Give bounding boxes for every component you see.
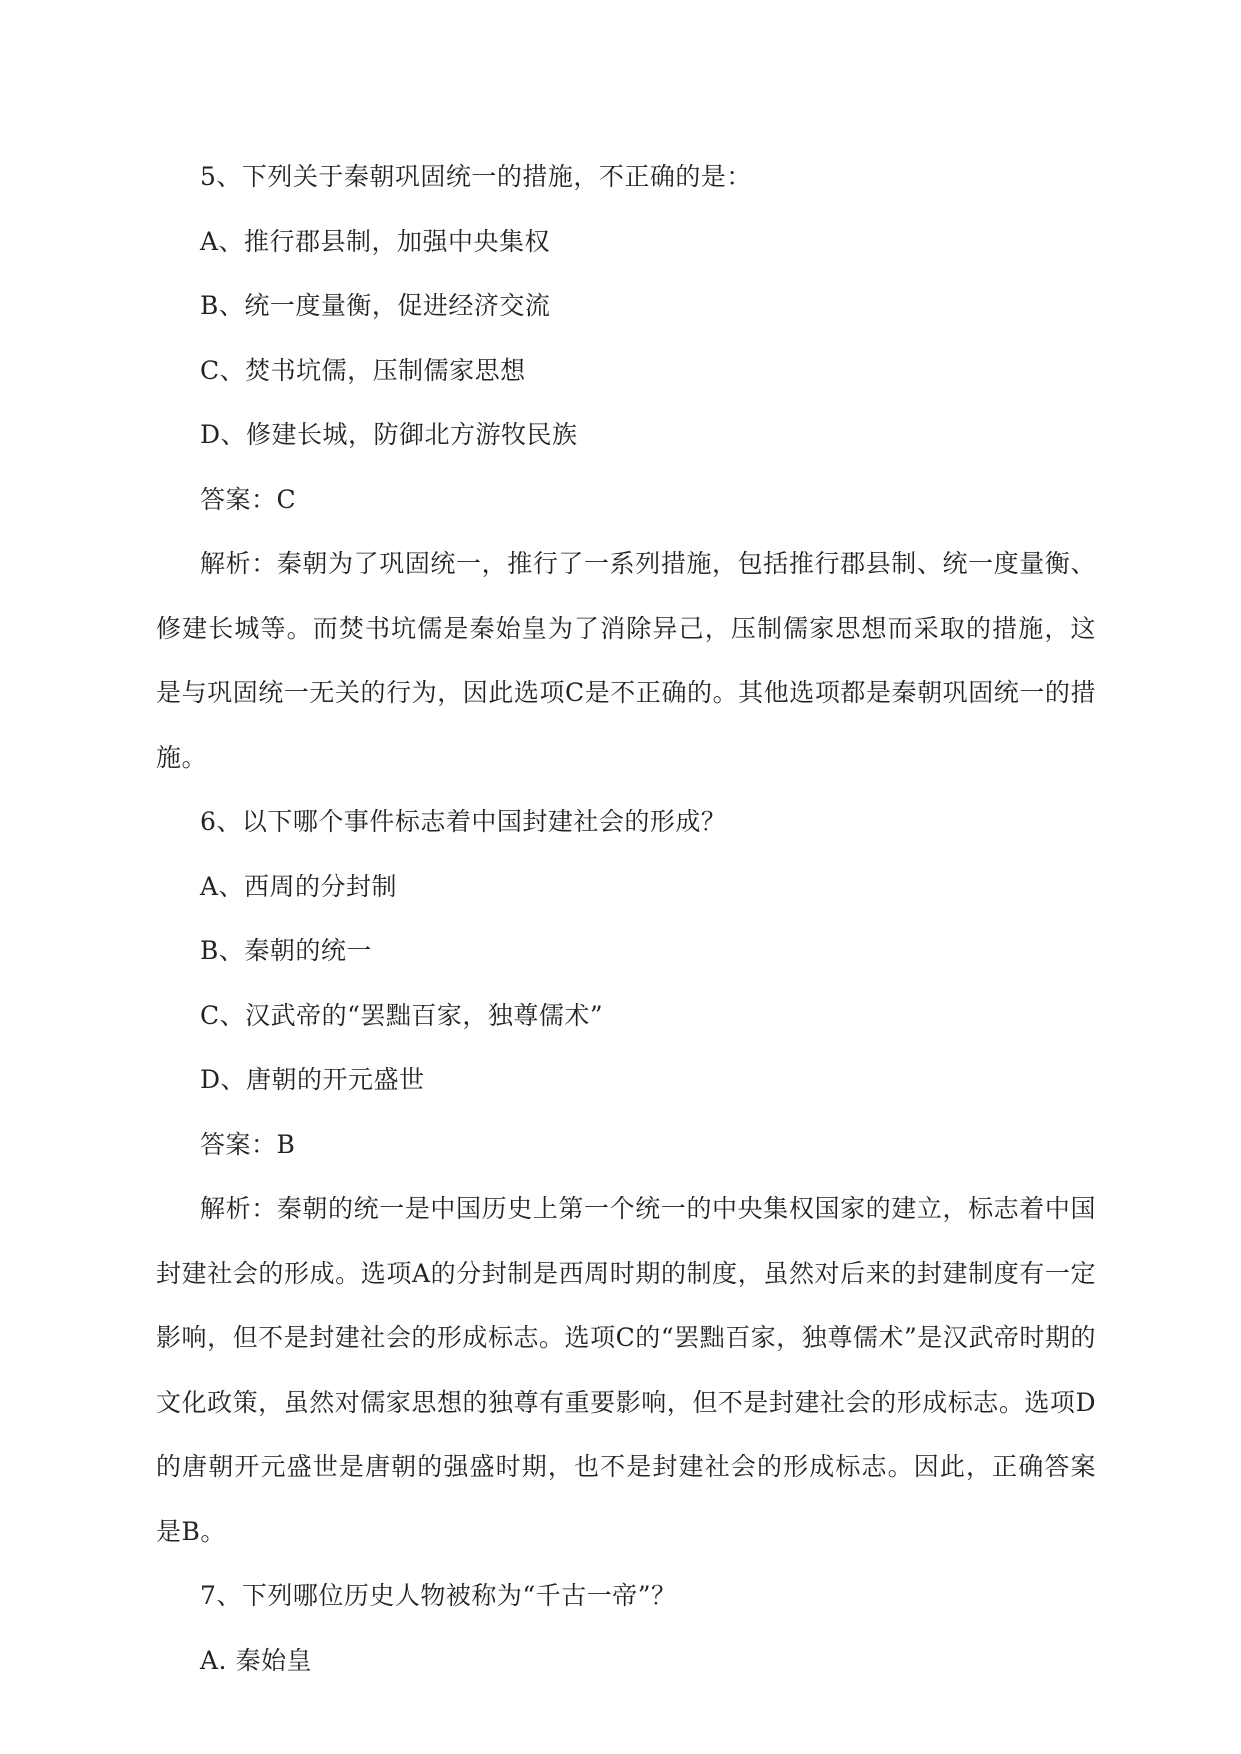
question-6-answer: 答案：B (200, 1129, 296, 1159)
question-6-option-b: B、秦朝的统一 (200, 936, 372, 965)
document-content (156, 145, 1096, 1693)
question-5-answer: 答案：C (200, 484, 297, 514)
question-6-stem: 6、以下哪个事件标志着中国封建社会的形成？ (200, 807, 727, 836)
question-6-option-d: D、唐朝的开元盛世 (200, 1065, 425, 1094)
question-6-option-c: C、汉武帝的“罢黜百家，独尊儒术” (200, 1000, 604, 1030)
question-5-option-d: D、修建长城，防御北方游牧民族 (200, 420, 578, 449)
question-6-analysis: 解析：秦朝的统一是中国历史上第一个统一的中央集权国家的建立，标志着中国封建社会的形成。选项A的分封制是西周时期的制度，虽然对后来的封建制度有一定影响，但不是封建社会的形成标志。选项C的“罢黜百家，独尊儒术”是汉武帝时期的文化政策，虽然对儒家思想的独尊有重要影响，但不是封建社会的形成标志。选项D的唐朝开元盛世是唐朝的强盛时期，也不是封建社会的形成标志。因此，正确答案是B。 (156, 1194, 1096, 1546)
question-5-analysis: 解析：秦朝为了巩固统一，推行了一系列措施，包括推行郡县制、统一度量衡、修建长城等。而焚书坑儒是秦始皇为了消除异己，压制儒家思想而采取的措施，这是与巩固统一无关的行为，因此选项C是不正确的。其他选项都是秦朝巩固统一的措施。 (156, 549, 1096, 772)
question-7-stem: 7、下列哪位历史人物被称为“千古一帝”？ (200, 1581, 677, 1610)
question-5-stem: 5、下列关于秦朝巩固统一的措施，不正确的是： (200, 162, 752, 191)
question-6-option-a: A、西周的分封制 (200, 871, 398, 901)
question-5-option-b: B、统一度量衡，促进经济交流 (200, 291, 551, 320)
question-7-option-a: A. 秦始皇 (200, 1645, 312, 1675)
question-5-option-a: A、推行郡县制，加强中央集权 (200, 226, 551, 256)
question-5-option-c: C、焚书坑儒，压制儒家思想 (200, 355, 526, 385)
